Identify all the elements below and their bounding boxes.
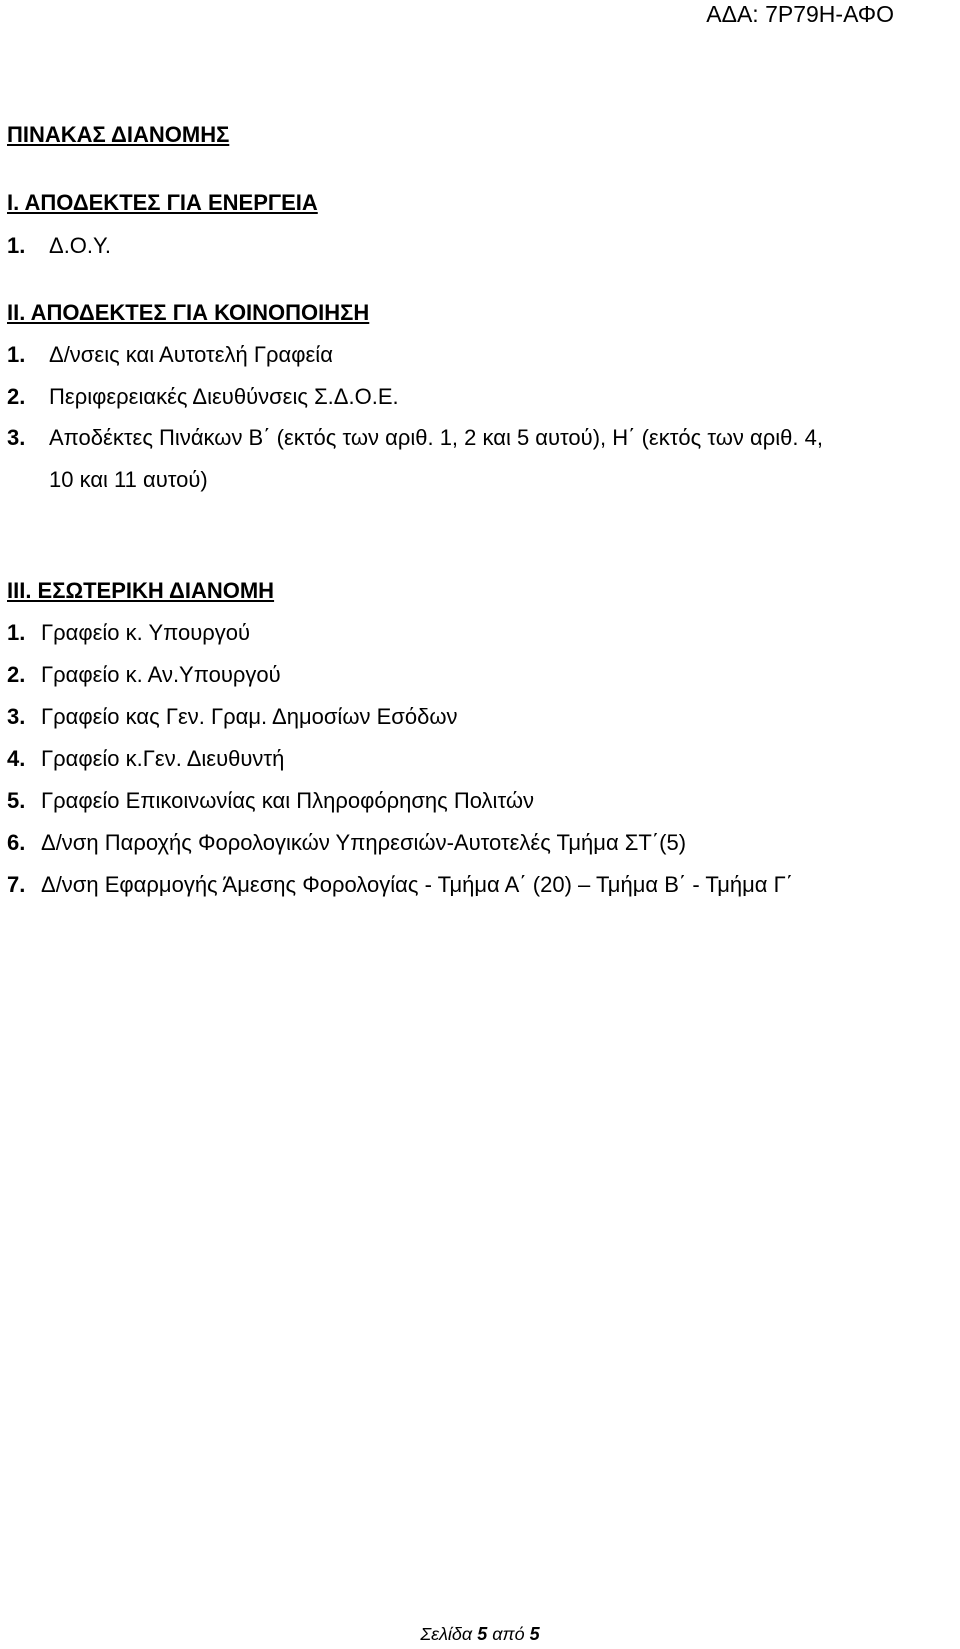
item-number: 2.	[7, 384, 26, 409]
item-text: Περιφερειακές Διευθύνσεις Σ.Δ.Ο.Ε.	[49, 384, 399, 409]
page-footer	[0, 1624, 960, 1645]
item-number: 3.	[7, 425, 26, 450]
item-number: 2.	[7, 662, 26, 687]
item-text: Δ/νσεις και Αυτοτελή Γραφεία	[49, 342, 333, 367]
item-text: Δ/νση Παροχής Φορολογικών Υπηρεσιών-Αυτοτελές Τμήμα ΣΤ΄(5)	[41, 830, 687, 855]
item-number: 3.	[7, 704, 26, 729]
item-text-continuation: 10 και 11 αυτού)	[49, 467, 208, 492]
footer-total-pages: 5	[529, 1624, 540, 1644]
item-number: 6.	[7, 830, 26, 855]
footer-prefix: Σελίδα	[420, 1624, 473, 1644]
item-number: 1.	[7, 342, 26, 367]
item-number: 4.	[7, 746, 26, 771]
item-number: 1.	[7, 233, 26, 258]
item-number: 1.	[7, 620, 26, 645]
footer-page-number: 5	[477, 1624, 488, 1644]
item-text: Αποδέκτες Πινάκων Β΄ (εκτός των αριθ. 1, 2 και 5 αυτού), Η΄ (εκτός των αριθ. 4,	[49, 425, 823, 450]
item-text: Γραφείο κ.Γεν. Διευθυντή	[41, 746, 285, 771]
ada-code: ΑΔΑ: 7Ρ79Η-ΑΦΟ	[706, 1, 894, 27]
section-3-heading: ΙΙΙ. ΕΣΩΤΕΡΙΚΗ ΔΙΑΝΟΜΗ	[7, 578, 275, 603]
section-2-heading: ΙΙ. ΑΠΟΔΕΚΤΕΣ ΓΙΑ ΚΟΙΝΟΠΟΙΗΣΗ	[7, 300, 370, 325]
item-text: Δ.Ο.Υ.	[49, 233, 112, 258]
item-text: Γραφείο Επικοινωνίας και Πληροφόρησης Πολιτών	[41, 788, 535, 813]
item-text: Γραφείο κ. Αν.Υπουργού	[41, 662, 281, 687]
item-text: Γραφείο κ. Υπουργού	[41, 620, 251, 645]
item-text: Γραφείο κας Γεν. Γραμ. Δημοσίων Εσόδων	[41, 704, 458, 729]
item-text: Δ/νση Εφαρμογής Άμεσης Φορολογίας - Τμήμα Α΄ (20) – Τμήμα Β΄ - Τμήμα Γ΄	[41, 872, 794, 897]
item-number: 5.	[7, 788, 26, 813]
footer-middle: από	[492, 1624, 525, 1644]
document-title: ΠΙΝΑΚΑΣ ΔΙΑΝΟΜΗΣ	[7, 122, 230, 147]
section-1-heading: Ι. ΑΠΟΔΕΚΤΕΣ ΓΙΑ ΕΝΕΡΓΕΙΑ	[7, 190, 318, 215]
item-number: 7.	[7, 872, 26, 897]
